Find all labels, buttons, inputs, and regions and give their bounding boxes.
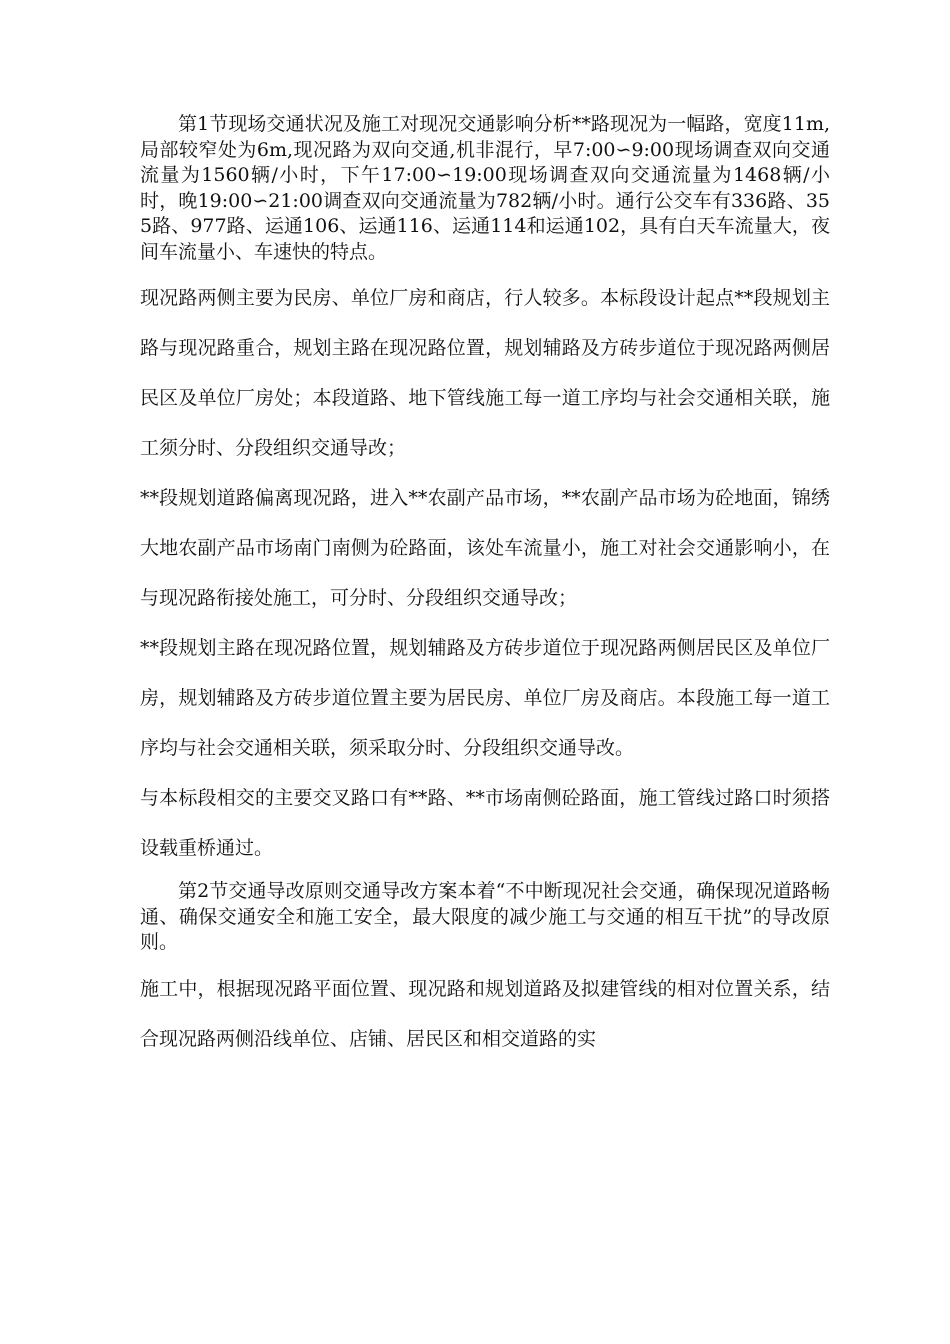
paragraph-intersections: 与本标段相交的主要交叉路口有**路、**市场南侧砼路面，施工管线过路口时须搭设载重桥通过。: [140, 787, 830, 859]
section-1-paragraph: 第1节现场交通状况及施工对现况交通影响分析**路现况为一幅路，宽度11m,局部较窄处为6m,现况路为双向交通,机非混行，早7:00∽9:00现场调查双向交通流量为1560辆/小时，下午17:00∽19:00现场调查双向交通流量为1468辆/小时，晚19:00∽21:00调查双向交通流量为782辆/小时。通行公交车有336路、355路、977路、运通106、运通116、运通114和运通102，具有白天车流量大，夜间车流量小、车速快的特点。: [140, 113, 830, 263]
paragraph-market-segment: **段规划道路偏离现况路，进入**农副产品市场，**农副产品市场为砼地面，锦绣大地农副产品市场南门南侧为砼路面，该处车流量小，施工对社会交通影响小，在与现况路衔接处施工，可分时、分段组织交通导改；: [140, 487, 830, 609]
document-page: [140, 112, 830, 1064]
paragraph-main-road-segment: **段规划主路在现况路位置，规划辅路及方砖步道位于现况路两侧居民区及单位厂房，规划辅路及方砖步道位置主要为居民房、单位厂房及商店。本段施工每一道工序均与社会交通相关联，须采取分时、分段组织交通导改。: [140, 637, 830, 759]
section-2-paragraph: 第2节交通导改原则交通导改方案本着“不中断现况社会交通，确保现况道路畅通、确保交通安全和施工安全，最大限度的减少施工与交通的相互干扰”的导改原则。: [140, 880, 830, 953]
paragraph-construction: 施工中，根据现况路平面位置、现况路和规划道路及拟建管线的相对位置关系，结合现况路两侧沿线单位、店铺、居民区和相交道路的实: [140, 977, 830, 1050]
paragraph-road-sides: 现况路两侧主要为民房、单位厂房和商店，行人较多。本标段设计起点**段规划主路与现况路重合，规划主路在现况路位置，规划辅路及方砖步道位于现况路两侧居民区及单位厂房处；本段道路、地下管线施工每一道工序均与社会交通相关联，施工须分时、分段组织交通导改；: [140, 287, 830, 459]
